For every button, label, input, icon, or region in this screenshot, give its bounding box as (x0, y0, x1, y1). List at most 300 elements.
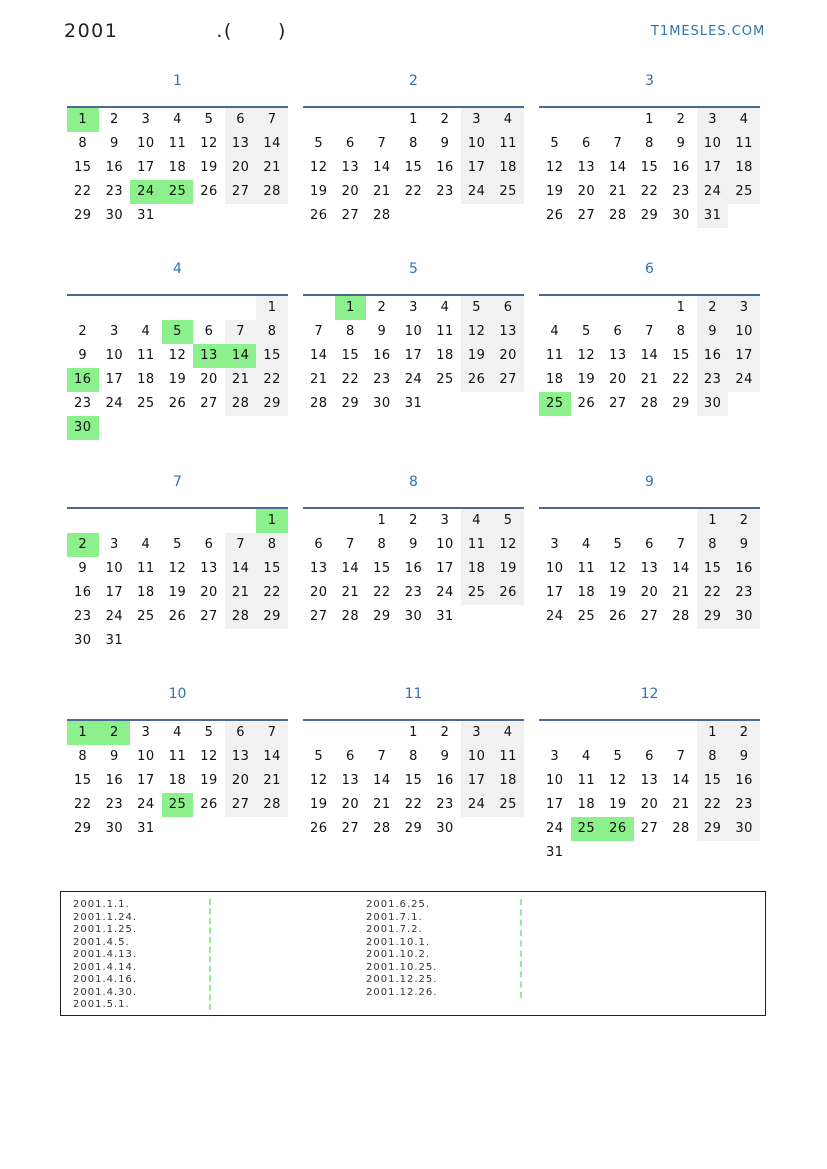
day-cell: 26 (609, 609, 627, 624)
day-cell: 17 (461, 769, 493, 793)
day-cell: 2 (676, 112, 686, 127)
day-cell: 1 (409, 725, 418, 740)
day-cell: 6 (345, 136, 355, 151)
day-cell: 21 (225, 368, 257, 392)
day-cell: 11 (728, 132, 760, 156)
day-cell: 8 (697, 533, 729, 557)
day-cell: 6 (225, 108, 257, 132)
day-cell: 28 (225, 605, 257, 629)
holiday-date: 2001.12.25. (366, 974, 438, 985)
month-number: 6 (645, 261, 654, 277)
day-cell: 15 (697, 557, 729, 581)
month-number: 12 (640, 686, 659, 702)
day-cell: 14 (341, 561, 360, 576)
day-cell: 9 (109, 749, 119, 764)
holiday-day-cell: 25 (539, 392, 571, 416)
day-cell: 15 (74, 773, 92, 788)
empty-cell (634, 509, 666, 533)
day-cell: 5 (550, 136, 560, 151)
empty-cell (130, 296, 162, 320)
day-cell: 26 (546, 208, 564, 223)
month-grid (67, 719, 288, 841)
day-cell: 11 (168, 749, 187, 764)
month-6 (539, 261, 760, 411)
day-cell: 17 (697, 156, 729, 180)
day-cell: 19 (609, 797, 627, 812)
day-cell: 30 (672, 208, 690, 223)
day-cell: 6 (613, 324, 623, 339)
day-cell: 21 (225, 581, 257, 605)
day-cell: 7 (225, 320, 257, 344)
empty-cell (162, 509, 194, 533)
day-cell: 17 (105, 372, 124, 387)
site-logo[interactable]: T1MESLES.COM (651, 24, 766, 39)
day-cell: 13 (640, 773, 659, 788)
holiday-date: 2001.4.16. (73, 974, 138, 985)
day-cell: 14 (256, 132, 288, 156)
day-cell: 24 (461, 180, 493, 204)
day-cell: 11 (436, 324, 454, 339)
month-4 (67, 261, 288, 435)
empty-cell (303, 108, 335, 132)
day-cell: 18 (577, 797, 596, 812)
day-cell: 12 (168, 561, 187, 576)
day-cell: 29 (256, 392, 288, 416)
day-cell: 18 (168, 773, 187, 788)
holiday-date: 2001.4.30. (73, 986, 138, 998)
day-cell: 18 (168, 160, 187, 175)
day-cell: 3 (728, 296, 760, 320)
day-cell: 13 (492, 320, 524, 344)
month-number: 11 (404, 686, 423, 702)
month-grid (67, 106, 288, 228)
day-cell: 28 (310, 396, 328, 411)
day-cell: 13 (225, 132, 257, 156)
day-cell: 24 (546, 821, 564, 836)
day-cell: 19 (546, 184, 564, 199)
day-cell: 27 (640, 821, 659, 836)
day-cell: 16 (105, 160, 124, 175)
day-cell: 16 (728, 769, 760, 793)
month-8 (303, 474, 524, 624)
empty-cell (303, 509, 335, 533)
day-cell: 17 (105, 585, 124, 600)
day-cell: 31 (546, 845, 564, 860)
day-cell: 24 (404, 372, 423, 387)
day-cell: 16 (105, 773, 124, 788)
day-cell: 22 (697, 793, 729, 817)
day-cell: 7 (345, 537, 355, 552)
day-cell: 15 (404, 773, 423, 788)
day-cell: 29 (697, 817, 729, 841)
day-cell: 23 (74, 396, 92, 411)
day-cell: 11 (137, 561, 155, 576)
day-cell: 2 (440, 725, 450, 740)
empty-cell (665, 509, 697, 533)
month-grid (67, 507, 288, 653)
day-cell: 15 (373, 561, 391, 576)
holiday-date: 2001.12.26. (366, 986, 438, 998)
day-cell: 18 (137, 372, 155, 387)
day-cell: 18 (546, 372, 564, 387)
day-cell: 7 (613, 136, 623, 151)
day-cell: 22 (74, 797, 92, 812)
day-cell: 8 (345, 324, 355, 339)
day-cell: 20 (341, 797, 360, 812)
empty-cell (571, 721, 603, 745)
day-cell: 5 (314, 136, 324, 151)
day-cell: 30 (728, 605, 760, 629)
day-cell: 8 (78, 749, 88, 764)
day-cell: 13 (640, 561, 659, 576)
day-cell: 20 (577, 184, 596, 199)
day-cell: 12 (577, 348, 596, 363)
day-cell: 27 (577, 208, 596, 223)
day-cell: 9 (78, 348, 88, 363)
day-cell: 10 (546, 773, 564, 788)
day-cell: 3 (697, 108, 729, 132)
day-cell: 4 (440, 300, 450, 315)
day-cell: 23 (672, 184, 690, 199)
day-cell: 13 (310, 561, 328, 576)
day-cell: 28 (640, 396, 659, 411)
month-number: 5 (409, 261, 418, 277)
holiday-date: 2001.1.25. (73, 924, 138, 935)
day-cell: 25 (492, 793, 524, 817)
day-cell: 4 (492, 108, 524, 132)
month-grid (303, 106, 524, 228)
day-cell: 26 (200, 184, 218, 199)
day-cell: 3 (550, 537, 560, 552)
day-cell: 31 (137, 821, 155, 836)
day-cell: 15 (672, 348, 690, 363)
day-cell: 22 (256, 581, 288, 605)
month-grid (67, 294, 288, 440)
day-cell: 25 (436, 372, 454, 387)
day-cell: 3 (109, 537, 119, 552)
day-cell: 18 (577, 585, 596, 600)
day-cell: 12 (200, 749, 218, 764)
day-cell: 15 (256, 557, 288, 581)
day-cell: 20 (341, 184, 360, 199)
day-cell: 14 (256, 745, 288, 769)
day-cell: 3 (141, 112, 151, 127)
day-cell: 11 (577, 561, 596, 576)
day-cell: 11 (492, 132, 524, 156)
day-cell: 9 (676, 136, 686, 151)
holiday-day-cell: 14 (225, 344, 257, 368)
holiday-day-cell: 5 (162, 320, 194, 344)
day-cell: 10 (728, 320, 760, 344)
month-number: 7 (173, 474, 182, 490)
holiday-day-cell: 1 (256, 509, 288, 533)
day-cell: 19 (461, 344, 493, 368)
day-cell: 14 (225, 557, 257, 581)
day-cell: 21 (640, 372, 659, 387)
day-cell: 17 (436, 561, 454, 576)
holiday-day-cell: 24 (130, 180, 162, 204)
day-cell: 8 (78, 136, 88, 151)
holiday-day-cell: 1 (335, 296, 367, 320)
day-cell: 28 (256, 180, 288, 204)
day-cell: 2 (728, 721, 760, 745)
day-cell: 17 (461, 156, 493, 180)
day-cell: 2 (377, 300, 387, 315)
day-cell: 12 (492, 533, 524, 557)
holiday-date: 2001.1.1. (73, 899, 130, 910)
day-cell: 28 (373, 821, 391, 836)
day-cell: 28 (672, 609, 690, 624)
day-cell: 4 (461, 509, 493, 533)
empty-cell (539, 108, 571, 132)
day-cell: 22 (256, 368, 288, 392)
day-cell: 21 (373, 184, 391, 199)
day-cell: 15 (74, 160, 92, 175)
day-cell: 4 (173, 725, 182, 740)
day-cell: 23 (728, 581, 760, 605)
month-number: 8 (409, 474, 418, 490)
day-cell: 20 (200, 585, 218, 600)
day-cell: 10 (137, 136, 155, 151)
day-cell: 26 (461, 368, 493, 392)
day-cell: 21 (373, 797, 391, 812)
day-cell: 1 (697, 509, 729, 533)
holiday-date: 2001.7.1. (366, 911, 423, 923)
month-grid (303, 719, 524, 841)
month-grid (539, 106, 760, 228)
empty-cell (67, 296, 99, 320)
month-3 (539, 73, 760, 223)
day-cell: 6 (645, 537, 654, 552)
day-cell: 5 (613, 749, 623, 764)
day-cell: 24 (546, 609, 564, 624)
month-7 (67, 474, 288, 648)
day-cell: 30 (404, 609, 423, 624)
day-cell: 1 (645, 112, 654, 127)
day-cell: 19 (168, 372, 187, 387)
day-cell: 6 (225, 721, 257, 745)
month-grid (303, 507, 524, 629)
day-cell: 8 (676, 324, 686, 339)
day-cell: 2 (109, 112, 119, 127)
day-cell: 23 (74, 609, 92, 624)
day-cell: 9 (377, 324, 387, 339)
day-cell: 27 (341, 821, 360, 836)
empty-cell (303, 296, 335, 320)
day-cell: 19 (577, 372, 596, 387)
day-cell: 1 (256, 296, 288, 320)
day-cell: 30 (373, 396, 391, 411)
day-cell: 10 (404, 324, 423, 339)
holiday-date: 2001.4.14. (73, 961, 138, 973)
day-cell: 4 (173, 112, 182, 127)
day-cell: 20 (225, 156, 257, 180)
day-cell: 28 (256, 793, 288, 817)
day-cell: 19 (492, 557, 524, 581)
day-cell: 5 (204, 725, 214, 740)
holiday-legend (60, 891, 766, 1016)
holiday-day-cell: 1 (67, 721, 99, 745)
day-cell: 2 (409, 513, 418, 528)
day-cell: 28 (373, 208, 391, 223)
day-cell: 22 (672, 372, 690, 387)
empty-cell (602, 721, 634, 745)
day-cell: 25 (137, 609, 155, 624)
month-12 (539, 686, 760, 860)
day-cell: 16 (373, 348, 391, 363)
day-cell: 7 (377, 749, 387, 764)
day-cell: 30 (436, 821, 454, 836)
day-cell: 27 (200, 609, 218, 624)
day-cell: 27 (609, 396, 627, 411)
day-cell: 3 (440, 513, 450, 528)
holiday-list-left (73, 899, 137, 1012)
month-number: 2 (409, 73, 418, 89)
day-cell: 25 (492, 180, 524, 204)
day-cell: 19 (609, 585, 627, 600)
month-1 (67, 73, 288, 223)
day-cell: 11 (546, 348, 564, 363)
day-cell: 16 (728, 557, 760, 581)
day-cell: 13 (341, 773, 360, 788)
day-cell: 5 (613, 537, 623, 552)
day-cell: 7 (256, 721, 288, 745)
empty-cell (335, 108, 367, 132)
day-cell: 29 (341, 396, 360, 411)
day-cell: 6 (345, 749, 355, 764)
day-cell: 7 (645, 324, 654, 339)
day-cell: 19 (200, 773, 218, 788)
day-cell: 19 (200, 160, 218, 175)
empty-cell (602, 108, 634, 132)
day-cell: 1 (377, 513, 387, 528)
day-cell: 1 (697, 721, 729, 745)
day-cell: 3 (141, 725, 151, 740)
holiday-day-cell: 26 (602, 817, 634, 841)
day-cell: 6 (645, 749, 654, 764)
day-cell: 10 (105, 348, 124, 363)
day-cell: 20 (492, 344, 524, 368)
day-cell: 14 (373, 773, 391, 788)
day-cell: 8 (256, 320, 288, 344)
day-cell: 27 (341, 208, 360, 223)
day-cell: 26 (168, 609, 187, 624)
day-cell: 24 (461, 793, 493, 817)
day-cell: 2 (697, 296, 729, 320)
day-cell: 23 (697, 368, 729, 392)
day-cell: 23 (105, 797, 124, 812)
empty-cell (335, 509, 367, 533)
day-cell: 27 (225, 180, 257, 204)
day-cell: 22 (404, 184, 423, 199)
day-cell: 24 (697, 180, 729, 204)
day-cell: 3 (109, 324, 119, 339)
day-cell: 17 (137, 160, 155, 175)
day-cell: 17 (137, 773, 155, 788)
day-cell: 8 (409, 749, 418, 764)
month-number: 4 (173, 261, 182, 277)
day-cell: 16 (404, 561, 423, 576)
holiday-day-cell: 13 (193, 344, 225, 368)
empty-cell (225, 296, 257, 320)
empty-cell (99, 509, 131, 533)
day-cell: 13 (200, 561, 218, 576)
day-cell: 10 (461, 132, 493, 156)
day-cell: 31 (436, 609, 454, 624)
day-cell: 21 (256, 156, 288, 180)
day-cell: 23 (404, 585, 423, 600)
day-cell: 28 (672, 821, 690, 836)
day-cell: 18 (461, 557, 493, 581)
day-cell: 10 (436, 537, 454, 552)
day-cell: 27 (225, 793, 257, 817)
day-cell: 5 (492, 509, 524, 533)
holiday-date: 2001.10.2. (366, 949, 431, 960)
empty-cell (366, 108, 398, 132)
empty-cell (634, 721, 666, 745)
day-cell: 7 (377, 136, 387, 151)
day-cell: 9 (728, 745, 760, 769)
day-cell: 3 (461, 721, 493, 745)
day-cell: 9 (697, 320, 729, 344)
day-cell: 26 (577, 396, 596, 411)
day-cell: 21 (310, 372, 328, 387)
day-cell: 9 (409, 537, 418, 552)
day-cell: 10 (461, 745, 493, 769)
day-cell: 5 (204, 112, 214, 127)
day-cell: 23 (436, 184, 454, 199)
day-cell: 6 (492, 296, 524, 320)
holiday-date: 2001.5.1. (73, 999, 130, 1010)
empty-cell (665, 721, 697, 745)
holiday-day-cell: 30 (67, 416, 99, 440)
month-5 (303, 261, 524, 411)
day-cell: 12 (310, 773, 328, 788)
holiday-day-cell: 25 (162, 793, 194, 817)
day-cell: 4 (581, 749, 591, 764)
day-cell: 9 (78, 561, 88, 576)
day-cell: 4 (728, 108, 760, 132)
day-cell: 30 (74, 633, 92, 648)
day-cell: 30 (105, 208, 124, 223)
day-cell: 31 (404, 396, 423, 411)
day-cell: 22 (341, 372, 360, 387)
day-cell: 17 (546, 797, 564, 812)
month-number: 3 (645, 73, 654, 89)
holiday-day-cell: 16 (67, 368, 99, 392)
day-cell: 24 (105, 609, 124, 624)
day-cell: 29 (373, 609, 391, 624)
day-cell: 3 (461, 108, 493, 132)
day-cell: 16 (436, 773, 454, 788)
day-cell: 8 (409, 136, 418, 151)
day-cell: 27 (310, 609, 328, 624)
empty-cell (539, 509, 571, 533)
empty-cell (225, 509, 257, 533)
month-number: 10 (168, 686, 187, 702)
day-cell: 29 (404, 821, 423, 836)
day-cell: 26 (492, 581, 524, 605)
day-cell: 31 (697, 204, 729, 228)
holiday-marker-bar-right (520, 899, 522, 998)
day-cell: 7 (676, 537, 686, 552)
month-grid (539, 294, 760, 416)
day-cell: 21 (256, 769, 288, 793)
day-cell: 11 (137, 348, 155, 363)
day-cell: 19 (310, 184, 328, 199)
day-cell: 15 (256, 344, 288, 368)
day-cell: 22 (74, 184, 92, 199)
